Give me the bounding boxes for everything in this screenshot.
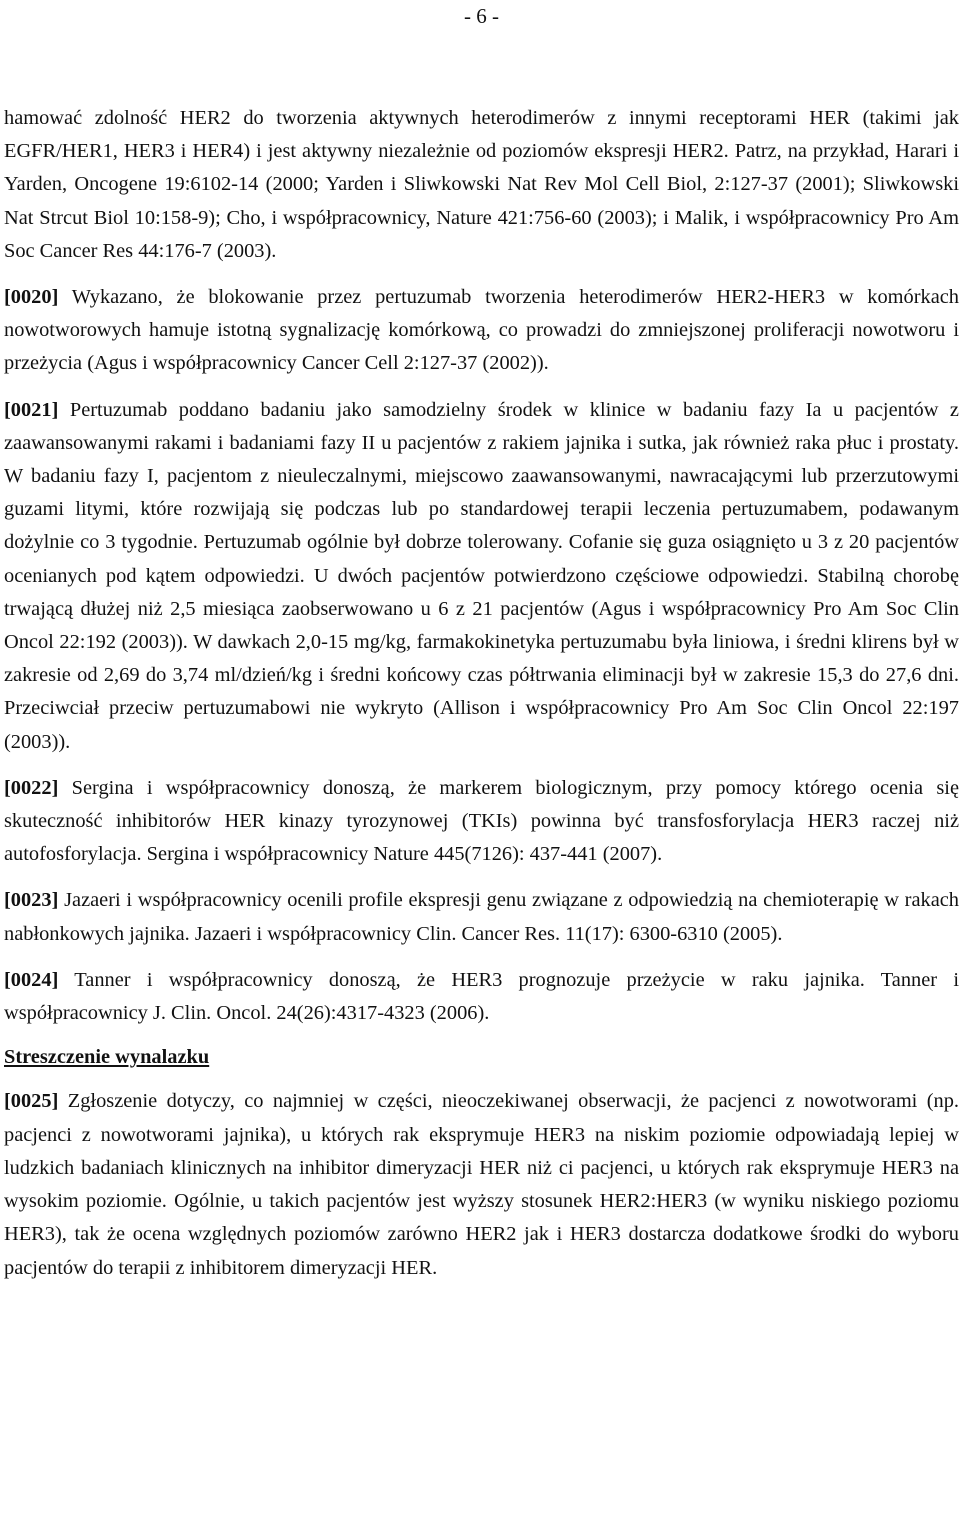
paragraph-text: hamować zdolność HER2 do tworzenia aktywnych heterodimerów z innymi receptorami HER (takimi jak EGFR/HER1, HER3 i HER4) i jest aktywny niezależnie od poziomów ekspresji HER2. Patrz, na przykład, Harari i Yarden, Oncogene 19:6102-14 (2000; Yarden i Sliwkowski Nat Rev Mol Cell Biol, 2:127-37 (2001); Sliwkowski Nat Strcut Biol 10:158-9); Cho, i współpracownicy, Nature 421:756-60 (2003); i Malik, i współpracownicy Pro Am Soc Cancer Res 44:176-7 (2003).	[4, 107, 959, 262]
paragraph-0023	[4, 884, 959, 950]
paragraph-text: Pertuzumab poddano badaniu jako samodzielny środek w klinice w badaniu fazy Ia u pacjentów z zaawansowanymi rakami i badaniami fazy II u pacjentów z rakiem jajnika i sutka, jak również raka płuc i prostaty. W badaniu fazy I, pacjentom z nieuleczalnymi, miejscowo zaawansowanymi, nawracającymi lub przerzutowymi guzami litymi, które rozwijają się podczas lub po standardowej terapii leczenia pertuzumabem, podawanym dożylnie co 3 tygodnie. Pertuzumab ogólnie był dobrze tolerowany. Cofanie się guza osiągnięto u 3 z 20 pacjentów ocenianych pod kątem odpowiedzi. U dwóch pacjentów potwierdzono częściowe odpowiedzi. Stabilną chorobę trwającą dłużej niż 2,5 miesiąca zaobserwowano u 6 z 21 pacjentów (Agus i współpracownicy Pro Am Soc Clin Oncol 22:192 (2003)). W dawkach 2,0-15 mg/kg, farmakokinetyka pertuzumabu była liniowa, i średni klirens był w zakresie od 2,69 do 3,74 ml/dzień/kg i średni końcowy czas półtrwania eliminacji był w zakresie 15,3 do 27,6 dni. Przeciwciał przeciw pertuzumabowi nie wykryto (Allison i współpracownicy Pro Am Soc Clin Oncol 22:197 (2003)).	[4, 398, 959, 753]
paragraph-0025	[4, 1085, 959, 1284]
paragraph-number: [0025]	[4, 1090, 59, 1113]
paragraph-text: Zgłoszenie dotyczy, co najmniej w części, nieoczekiwanej obserwacji, że pacjenci z nowotworami (np. pacjenci z nowotworami jajnika), u których rak eksprymuje HER3 na niskim poziomie odpowiadają lepiej w ludzkich badaniach klinicznych na inhibitor dimeryzacji HER niż ci pacjenci, u których rak eksprymuje HER3 na wysokim poziomie. Ogólnie, u takich pacjentów jest wyższy stosunek HER2:HER3 (w wyniku niskiego poziomu HER3), tak że ocena względnych poziomów zarówno HER2 jak i HER3 dostarcza dodatkowe środki do wyboru pacjentów do terapii z inhibitorem dimeryzacji HER.	[4, 1090, 959, 1279]
paragraph-text: Jazaeri i współpracownicy ocenili profile ekspresji genu związane z odpowiedzią na chemioterapię w rakach nabłonkowych jajnika. Jazaeri i współpracownicy Clin. Cancer Res. 11(17): 6300-6310 (2005).	[4, 889, 959, 945]
paragraph-number: [0023]	[4, 889, 59, 912]
paragraph-text: Tanner i współpracownicy donoszą, że HER3 prognozuje przeżycie w raku jajnika. Tanner i współpracownicy J. Clin. Oncol. 24(26):4317-4323 (2006).	[4, 968, 960, 1025]
section-heading: Streszczenie wynalazku	[4, 1046, 210, 1069]
paragraph-continuation	[4, 102, 959, 268]
document-body	[4, 102, 959, 1298]
page-number: - 6 -	[464, 4, 499, 28]
paragraph-number: [0020]	[4, 286, 59, 309]
paragraph-text: Sergina i współpracownicy donoszą, że markerem biologicznym, przy pomocy którego ocenia się skuteczność inhibitorów HER kinazy tyrozynowej (TKIs) powinna być transfosforylacja HER3 raczej niż autofosforylacja. Sergina i współpracownicy Nature 445(7126): 437-441 (2007).	[4, 776, 959, 866]
paragraph-number: [0024]	[4, 968, 59, 991]
paragraph-0024	[4, 964, 959, 1030]
paragraph-text: Wykazano, że blokowanie przez pertuzumab tworzenia heterodimerów HER2-HER3 w komórkach nowotworowych hamuje istotną sygnalizację komórkową, co prowadzi do zmniejszonej proliferacji nowotworu i przeżycia (Agus i współpracownicy Cancer Cell 2:127-37 (2002)).	[4, 286, 960, 375]
paragraph-number: [0022]	[4, 776, 59, 799]
paragraph-number: [0021]	[4, 398, 59, 421]
paragraph-0022	[4, 772, 959, 872]
paragraph-0021	[4, 394, 959, 759]
paragraph-0020	[4, 281, 959, 381]
